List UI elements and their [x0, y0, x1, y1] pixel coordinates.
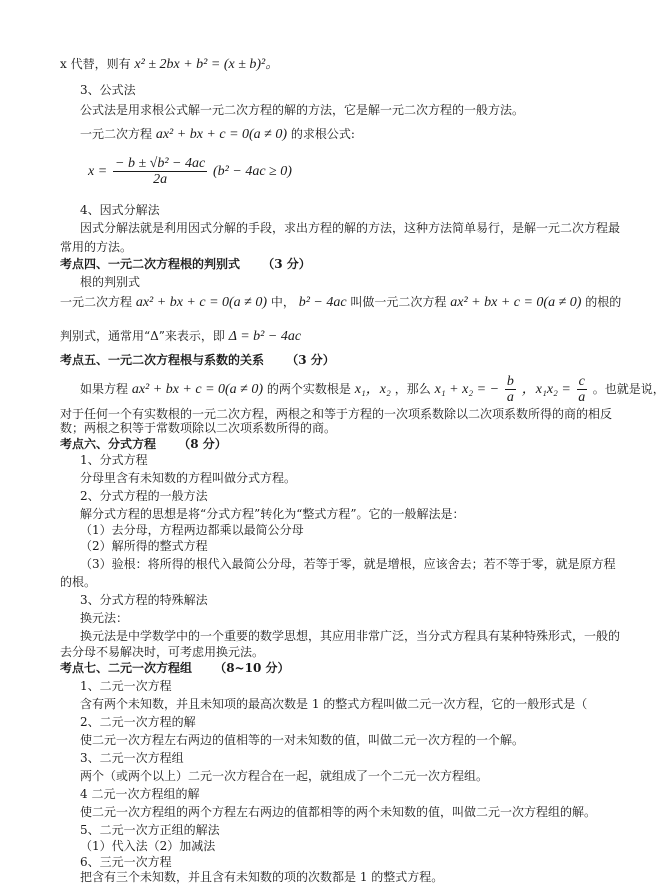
subheading: 3、二元一次方程组 — [80, 751, 184, 765]
text-line — [80, 374, 665, 405]
subheading: 1、二元一次方程 — [80, 679, 172, 693]
text: 中， — [270, 295, 295, 309]
heading-text: 考点五、一元二次方程根与系数的关系 — [60, 353, 265, 367]
subheading: 2、二元一次方程的解 — [80, 715, 196, 729]
text: 如果方程 — [80, 382, 129, 396]
subheading-factorization: 4、因式分解法 — [80, 203, 160, 217]
subheading: 3、分式方程的特殊解法 — [80, 593, 208, 607]
list-item: （3）验根：将所得的根代入最简公分母，若等于零，就是增根，应该舍去；若不等于零，就是原方程 — [80, 557, 616, 571]
quadratic-formula — [88, 156, 292, 187]
formula: ax² + bx + c = 0(a ≠ 0) — [155, 127, 288, 142]
formula-condition: (b² − 4ac ≥ 0) — [213, 164, 292, 179]
subheading: 6、三元一次方程 — [80, 855, 172, 869]
list-item: （1）去分母，方程两边都乘以最简公分母 — [80, 523, 304, 537]
heading-text: 考点六、分式方程 — [60, 437, 157, 451]
text: 的两个实数根是 — [266, 382, 351, 396]
section-heading-7 — [60, 660, 290, 676]
heading-score: （3 分） — [262, 257, 311, 271]
section-heading-4 — [60, 256, 311, 272]
text: 。也就是说， — [592, 382, 665, 396]
paragraph: 公式法是用求根公式解一元二次方程的解的方法，它是解一元二次方程的一般方法。 — [80, 103, 525, 117]
formula-numerator: − b ± √b² − 4ac — [115, 156, 206, 171]
paragraph: 换元法是中学数学中的一个重要的数学思想，其应用非常广泛，当分式方程具有某种特殊形式，一般的 — [80, 629, 621, 643]
paragraph: 解分式方程的思想是将“分式方程”转化为“整式方程”。它的一般解法是： — [80, 507, 465, 521]
text-line — [60, 56, 279, 73]
paragraph: 使二元一次方程左右两边的值相等的一对未知数的值，叫做二元一次方程的一个解。 — [80, 733, 525, 747]
subheading-formula-method: 3、公式法 — [80, 83, 136, 97]
formula: x₁ + x₂ = − — [434, 382, 500, 397]
subheading: 根的判别式 — [80, 275, 141, 289]
paragraph: 分母里含有未知数的方程叫做分式方程。 — [80, 471, 297, 485]
formula: Δ = b² − 4ac — [228, 329, 302, 344]
formula: ax² + bx + c = 0(a ≠ 0) — [131, 382, 264, 397]
text-line — [80, 126, 355, 143]
paragraph: 因式分解法就是利用因式分解的手段，求出方程的解的方法，这种方法简单易行，是解一元二次方程最 — [80, 221, 621, 235]
formula: ，x₁x₂ = — [521, 382, 571, 397]
subheading: 5、二元一次方正组的解法 — [80, 823, 220, 837]
heading-text: 考点四、一元二次方程根的判别式 — [60, 257, 241, 271]
formula: ax² + bx + c = 0(a ≠ 0) — [135, 295, 268, 310]
subheading: 换元法： — [80, 611, 129, 625]
denominator: a — [578, 390, 586, 405]
section-heading-5 — [60, 352, 335, 368]
fraction-c-over-a — [577, 374, 587, 405]
text: 一元二次方程 — [80, 127, 153, 141]
fraction-b-over-a — [505, 374, 516, 405]
paragraph: 两个（或两个以上）二元一次方程合在一起，就组成了一个二元一次方程组。 — [80, 769, 489, 783]
heading-score: （8 分） — [178, 437, 227, 451]
text: 的求根公式: — [290, 127, 355, 141]
formula-lhs: x = — [88, 164, 108, 179]
numerator: c — [578, 374, 585, 389]
paragraph: 对于任何一个有实数根的一元二次方程，两根之和等于方程的一次项系数除以二次项系数所得的商的相反 — [60, 407, 613, 421]
formula: ax² + bx + c = 0(a ≠ 0) — [450, 295, 582, 310]
list-item: （1）代入法（2）加减法 — [80, 839, 216, 853]
heading-text: 考点七、二元一次方程组 — [60, 661, 193, 675]
formula: b² − 4ac — [298, 295, 347, 310]
list-item: （2）解所得的整式方程 — [80, 539, 208, 553]
subheading: 4 二元一次方程组的解 — [80, 787, 200, 801]
text: ，那么 — [394, 382, 431, 396]
paragraph: 使二元一次方程组的两个方程左右两边的值都相等的两个未知数的值，叫做二元一次方程组的解。 — [80, 805, 597, 819]
paragraph: 数；两根之积等于常数项除以二次项系数所得的商。 — [60, 421, 337, 435]
text: x 代替，则有 — [60, 57, 131, 71]
text: 一元二次方程 — [60, 295, 133, 309]
text-line — [60, 294, 621, 311]
denominator: a — [506, 390, 514, 405]
paragraph: 去分母不易解决时，可考虑用换元法。 — [60, 645, 265, 659]
paragraph: 的根。 — [60, 575, 97, 589]
subheading: 1、分式方程 — [80, 453, 148, 467]
paragraph: 常用的方法。 — [60, 240, 133, 254]
subheading: 2、分式方程的一般方法 — [80, 489, 208, 503]
text: 判别式，通常用“Δ”来表示，即 — [60, 329, 225, 343]
numerator: b — [506, 374, 514, 389]
paragraph: 含有两个未知数，并且未知项的最高次数是 1 的整式方程叫做二元一次方程，它的一般形式是（ — [80, 697, 588, 711]
formula: x₁，x₂ — [354, 382, 391, 397]
heading-score: （3 分） — [286, 353, 335, 367]
text-line — [60, 328, 301, 345]
text: 的根的 — [585, 295, 622, 309]
formula-denominator: 2a — [153, 172, 168, 187]
text: 叫做一元二次方程 — [350, 295, 447, 309]
paragraph: 把含有三个未知数，并且含有未知数的项的次数都是 1 的整式方程。 — [80, 870, 444, 884]
heading-score: （8~10 分） — [214, 661, 290, 675]
formula-fraction — [113, 156, 207, 187]
section-heading-6 — [60, 436, 227, 452]
formula: x² ± 2bx + b² = (x ± b)²。 — [134, 57, 280, 72]
